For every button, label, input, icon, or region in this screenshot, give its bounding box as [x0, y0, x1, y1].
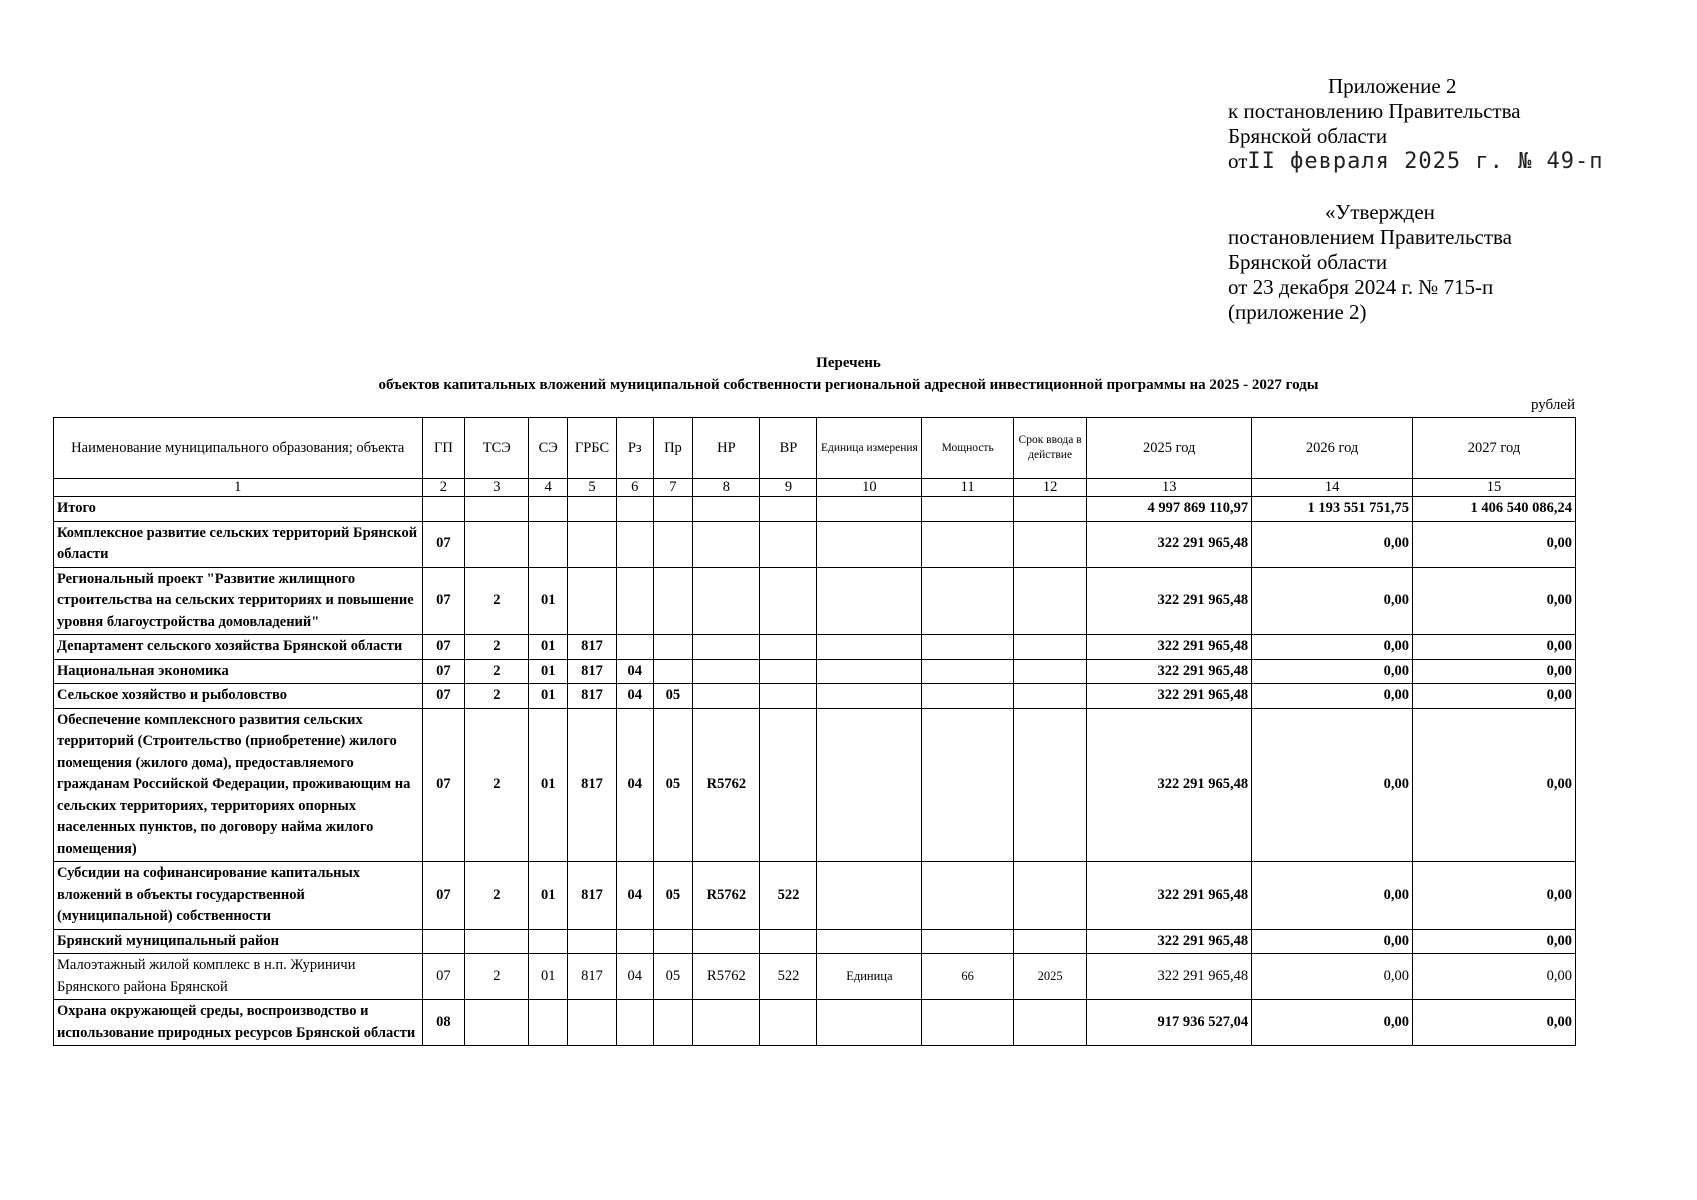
- cell-gp: 07: [422, 521, 465, 567]
- cell-rz: 04: [616, 684, 653, 709]
- cell-vr: [760, 659, 817, 684]
- cell-name: Брянский муниципальный район: [54, 929, 423, 954]
- cell-rz: [616, 635, 653, 660]
- appendix-date-typed: II февраля 2025 г. № 49-п: [1247, 149, 1604, 174]
- table-row: [54, 521, 1576, 567]
- cell-y2026: 0,00: [1252, 521, 1413, 567]
- cell-nr: R5762: [693, 954, 760, 1000]
- cell-tse: [465, 497, 529, 522]
- cell-name: Малоэтажный жилой комплекс в н.п. Журиничи Брянского района Брянской: [54, 954, 423, 1000]
- cell-gp: 07: [422, 708, 465, 862]
- title-line1: Перечень: [816, 355, 881, 371]
- table-row: [54, 659, 1576, 684]
- column-number-cell: 8: [693, 479, 760, 497]
- header-pr: Пр: [653, 418, 693, 479]
- cell-grbs: 817: [568, 635, 617, 660]
- appendix-header: [1228, 74, 1668, 325]
- cell-pr: [653, 659, 693, 684]
- cell-y2027: 0,00: [1413, 567, 1576, 635]
- cell-nr: [693, 567, 760, 635]
- table-row: [54, 862, 1576, 930]
- cell-gp: 07: [422, 635, 465, 660]
- cell-rz: [616, 567, 653, 635]
- cell-name: Обеспечение комплексного развития сельских территорий (Строительство (приобретение) жилого помещения (жилого дома), предоставляемого гражданам Российской Федерации, проживающим на сельских территориях, территориях опорных населенных пунктов, по договору найма жилого помещения): [54, 708, 423, 862]
- cell-y2027: 0,00: [1413, 684, 1576, 709]
- column-number-cell: 11: [922, 479, 1014, 497]
- cell-y2025: 322 291 965,48: [1087, 862, 1252, 930]
- cell-power: 66: [922, 954, 1014, 1000]
- cell-pr: [653, 567, 693, 635]
- cell-se: [529, 929, 568, 954]
- cell-se: [529, 1000, 568, 1046]
- cell-y2026: 0,00: [1252, 929, 1413, 954]
- cell-unit: [817, 862, 922, 930]
- cell-y2025: 4 997 869 110,97: [1087, 497, 1252, 522]
- cell-y2025: 917 936 527,04: [1087, 1000, 1252, 1046]
- cell-nr: [693, 521, 760, 567]
- cell-term: [1013, 659, 1086, 684]
- appendix-date-line: [1228, 149, 1668, 174]
- appendix-line1: Приложение 2: [1328, 74, 1457, 98]
- cell-pr: [653, 497, 693, 522]
- cell-nr: [693, 497, 760, 522]
- cell-term: [1013, 684, 1086, 709]
- cell-vr: [760, 635, 817, 660]
- cell-term: 2025: [1013, 954, 1086, 1000]
- cell-grbs: [568, 521, 617, 567]
- appendix-line3: Брянской области: [1228, 124, 1388, 148]
- cell-y2026: 0,00: [1252, 708, 1413, 862]
- cell-vr: [760, 497, 817, 522]
- cell-grbs: 817: [568, 862, 617, 930]
- header-2026: 2026 год: [1252, 418, 1413, 479]
- cell-rz: [616, 497, 653, 522]
- column-number-cell: 6: [616, 479, 653, 497]
- cell-rz: 04: [616, 708, 653, 862]
- column-number-cell: 4: [529, 479, 568, 497]
- cell-y2025: 322 291 965,48: [1087, 684, 1252, 709]
- cell-se: 01: [529, 708, 568, 862]
- cell-se: 01: [529, 862, 568, 930]
- cell-term: [1013, 521, 1086, 567]
- cell-name: Сельское хозяйство и рыболовство: [54, 684, 423, 709]
- cell-y2025: 322 291 965,48: [1087, 954, 1252, 1000]
- appendix-line2: к постановлению Правительства: [1228, 99, 1521, 123]
- cell-power: [922, 1000, 1014, 1046]
- cell-pr: [653, 1000, 693, 1046]
- cell-y2027: 0,00: [1413, 954, 1576, 1000]
- approved-line5: (приложение 2): [1228, 300, 1367, 324]
- cell-y2025: 322 291 965,48: [1087, 635, 1252, 660]
- cell-y2025: 322 291 965,48: [1087, 708, 1252, 862]
- approved-line1: «Утвержден: [1325, 200, 1435, 224]
- cell-gp: [422, 497, 465, 522]
- cell-rz: [616, 929, 653, 954]
- cell-y2026: 0,00: [1252, 567, 1413, 635]
- cell-term: [1013, 929, 1086, 954]
- cell-grbs: 817: [568, 954, 617, 1000]
- cell-y2027: 0,00: [1413, 659, 1576, 684]
- cell-tse: 2: [465, 659, 529, 684]
- table-row: [54, 954, 1576, 1000]
- cell-grbs: [568, 497, 617, 522]
- cell-name: Департамент сельского хозяйства Брянской области: [54, 635, 423, 660]
- header-2027: 2027 год: [1413, 418, 1576, 479]
- cell-nr: [693, 635, 760, 660]
- header-rz: Рз: [616, 418, 653, 479]
- cell-tse: 2: [465, 708, 529, 862]
- cell-y2026: 1 193 551 751,75: [1252, 497, 1413, 522]
- cell-power: [922, 497, 1014, 522]
- cell-nr: [693, 1000, 760, 1046]
- column-number-cell: 2: [422, 479, 465, 497]
- cell-grbs: [568, 1000, 617, 1046]
- header-power: Мощность: [922, 418, 1014, 479]
- cell-y2025: 322 291 965,48: [1087, 659, 1252, 684]
- cell-gp: 07: [422, 659, 465, 684]
- table-row: [54, 929, 1576, 954]
- column-number-row: [54, 479, 1576, 497]
- cell-tse: 2: [465, 567, 529, 635]
- cell-name: Субсидии на софинансирование капитальных вложений в объекты государственной (муниципальной) собственности: [54, 862, 423, 930]
- title-line2: объектов капитальных вложений муниципальной собственности региональной адресной инвестиционной программы на 2025 - 2027 годы: [378, 377, 1319, 393]
- header-term: Срок ввода в действие: [1013, 418, 1086, 479]
- cell-vr: [760, 1000, 817, 1046]
- cell-pr: 05: [653, 684, 693, 709]
- cell-gp: 07: [422, 567, 465, 635]
- table-row: [54, 1000, 1576, 1046]
- header-gp: ГП: [422, 418, 465, 479]
- column-number-cell: 12: [1013, 479, 1086, 497]
- cell-pr: 05: [653, 954, 693, 1000]
- cell-unit: [817, 684, 922, 709]
- cell-unit: [817, 567, 922, 635]
- cell-se: [529, 497, 568, 522]
- column-number-cell: 10: [817, 479, 922, 497]
- cell-power: [922, 659, 1014, 684]
- cell-power: [922, 684, 1014, 709]
- cell-term: [1013, 1000, 1086, 1046]
- approved-line3: Брянской области: [1228, 250, 1388, 274]
- cell-power: [922, 862, 1014, 930]
- cell-y2026: 0,00: [1252, 862, 1413, 930]
- cell-power: [922, 567, 1014, 635]
- cell-term: [1013, 708, 1086, 862]
- cell-rz: 04: [616, 954, 653, 1000]
- cell-rz: [616, 521, 653, 567]
- header-vr: ВР: [760, 418, 817, 479]
- cell-name: Региональный проект "Развитие жилищного строительства на сельских территориях и повышение уровня благоустройства домовладений": [54, 567, 423, 635]
- cell-term: [1013, 635, 1086, 660]
- cell-unit: [817, 521, 922, 567]
- cell-pr: [653, 521, 693, 567]
- cell-name: Национальная экономика: [54, 659, 423, 684]
- cell-y2025: 322 291 965,48: [1087, 521, 1252, 567]
- cell-unit: [817, 635, 922, 660]
- table-row: [54, 497, 1576, 522]
- cell-se: 01: [529, 684, 568, 709]
- cell-power: [922, 929, 1014, 954]
- approved-line4: от 23 декабря 2024 г. № 715-п: [1228, 275, 1494, 299]
- cell-term: [1013, 497, 1086, 522]
- column-number-cell: 14: [1252, 479, 1413, 497]
- cell-unit: [817, 708, 922, 862]
- investment-table: [53, 417, 1576, 1046]
- cell-y2027: 0,00: [1413, 635, 1576, 660]
- table-row: [54, 708, 1576, 862]
- cell-unit: [817, 1000, 922, 1046]
- cell-tse: 2: [465, 684, 529, 709]
- approved-line2: постановлением Правительства: [1228, 225, 1513, 249]
- cell-tse: 2: [465, 862, 529, 930]
- cell-vr: [760, 684, 817, 709]
- cell-y2026: 0,00: [1252, 1000, 1413, 1046]
- cell-vr: 522: [760, 862, 817, 930]
- cell-gp: 07: [422, 862, 465, 930]
- cell-unit: Единица: [817, 954, 922, 1000]
- appendix-date-prefix: от: [1228, 149, 1248, 173]
- cell-y2027: 0,00: [1413, 521, 1576, 567]
- cell-y2026: 0,00: [1252, 684, 1413, 709]
- table-body: [54, 497, 1576, 1046]
- cell-name: Итого: [54, 497, 423, 522]
- cell-tse: 2: [465, 635, 529, 660]
- cell-y2025: 322 291 965,48: [1087, 567, 1252, 635]
- header-2025: 2025 год: [1087, 418, 1252, 479]
- header-se: СЭ: [529, 418, 568, 479]
- cell-pr: 05: [653, 862, 693, 930]
- column-number-cell: 5: [568, 479, 617, 497]
- cell-term: [1013, 862, 1086, 930]
- currency-label: рублей: [1530, 397, 1575, 413]
- cell-grbs: 817: [568, 684, 617, 709]
- cell-y2027: 0,00: [1413, 708, 1576, 862]
- cell-tse: [465, 1000, 529, 1046]
- column-number-cell: 7: [653, 479, 693, 497]
- cell-vr: 522: [760, 954, 817, 1000]
- cell-gp: [422, 929, 465, 954]
- cell-y2027: 0,00: [1413, 1000, 1576, 1046]
- header-name: Наименование муниципального образования; объекта: [54, 418, 423, 479]
- cell-vr: [760, 708, 817, 862]
- cell-gp: 07: [422, 954, 465, 1000]
- cell-gp: 07: [422, 684, 465, 709]
- cell-name: Охрана окружающей среды, воспроизводство и использование природных ресурсов Брянской области: [54, 1000, 423, 1046]
- cell-name: Комплексное развитие сельских территорий Брянской области: [54, 521, 423, 567]
- table-row: [54, 635, 1576, 660]
- cell-vr: [760, 929, 817, 954]
- cell-nr: [693, 684, 760, 709]
- header-unit: Единица измерения: [817, 418, 922, 479]
- cell-y2026: 0,00: [1252, 659, 1413, 684]
- cell-tse: [465, 929, 529, 954]
- cell-power: [922, 635, 1014, 660]
- cell-rz: [616, 1000, 653, 1046]
- cell-se: 01: [529, 635, 568, 660]
- cell-pr: 05: [653, 708, 693, 862]
- cell-nr: [693, 929, 760, 954]
- cell-grbs: 817: [568, 659, 617, 684]
- column-number-cell: 13: [1087, 479, 1252, 497]
- cell-se: 01: [529, 567, 568, 635]
- table-row: [54, 684, 1576, 709]
- table-header-row: [54, 418, 1576, 479]
- cell-se: 01: [529, 954, 568, 1000]
- cell-y2026: 0,00: [1252, 635, 1413, 660]
- cell-y2027: 0,00: [1413, 862, 1576, 930]
- cell-vr: [760, 567, 817, 635]
- cell-power: [922, 708, 1014, 862]
- cell-y2026: 0,00: [1252, 954, 1413, 1000]
- cell-nr: R5762: [693, 708, 760, 862]
- cell-y2027: 0,00: [1413, 929, 1576, 954]
- column-number-cell: 1: [54, 479, 423, 497]
- cell-unit: [817, 659, 922, 684]
- cell-y2025: 322 291 965,48: [1087, 929, 1252, 954]
- cell-se: [529, 521, 568, 567]
- cell-tse: [465, 521, 529, 567]
- column-number-cell: 15: [1413, 479, 1576, 497]
- cell-nr: [693, 659, 760, 684]
- cell-unit: [817, 929, 922, 954]
- cell-grbs: [568, 929, 617, 954]
- header-grbs: ГРБС: [568, 418, 617, 479]
- cell-grbs: [568, 567, 617, 635]
- document-title: [0, 352, 1697, 396]
- cell-rz: 04: [616, 862, 653, 930]
- cell-vr: [760, 521, 817, 567]
- cell-grbs: 817: [568, 708, 617, 862]
- column-number-cell: 3: [465, 479, 529, 497]
- cell-nr: R5762: [693, 862, 760, 930]
- column-number-cell: 9: [760, 479, 817, 497]
- header-tse: ТСЭ: [465, 418, 529, 479]
- cell-se: 01: [529, 659, 568, 684]
- cell-power: [922, 521, 1014, 567]
- table-row: [54, 567, 1576, 635]
- cell-unit: [817, 497, 922, 522]
- cell-y2027: 1 406 540 086,24: [1413, 497, 1576, 522]
- cell-pr: [653, 635, 693, 660]
- header-nr: НР: [693, 418, 760, 479]
- cell-gp: 08: [422, 1000, 465, 1046]
- cell-pr: [653, 929, 693, 954]
- cell-term: [1013, 567, 1086, 635]
- cell-rz: 04: [616, 659, 653, 684]
- cell-tse: 2: [465, 954, 529, 1000]
